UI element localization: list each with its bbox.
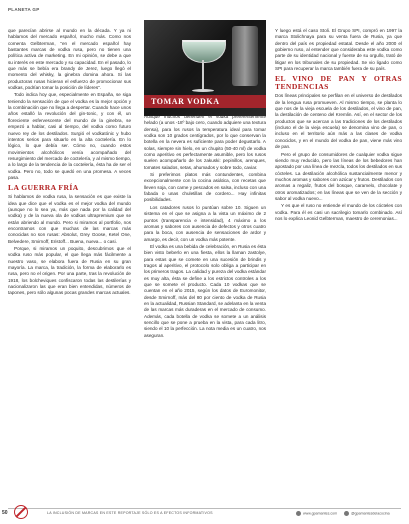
paragraph: Dos líneas principales se perfilan en el universo de destilados de la lengua rusa promueven. Al mismo tiempo, se planta lo que nos de la vieja escuela de los destilados, el vino de pan, la destilación de centeno del Kremlin. Así, en el sector de los productos que se acercan a las tradiciones de los destilados (incluso el de la vieja escuela) se denomina vino de pan, o incluso en el territorio aún más a las clases de vodka conocidos, y en el mundo del vodka de pan, viene más vino de pan. (275, 93, 402, 150)
photo-caption-title: TOMAR VODKA (144, 95, 266, 108)
martini-glass-stem (202, 60, 204, 90)
footer-disclaimer: LA INCLUSIÓN DE MARCAS EN ESTE REPORTAJE SÓLO ES A EFECTOS INFORMATIVOS (47, 511, 213, 515)
martini-glass-bowl (182, 40, 226, 63)
footer-divider (8, 508, 401, 509)
paragraph: Porque, si miramos un poquito, descubrimos que el vodka ruso más popular, el que llega más fácilmente a nuestro vaso, se elabora fuera de Rusia en su gran mayoría. La marca, la tradición, la forma de elaborarlo es rusa, pero no el origen. Por una parte, tras la revolución de 1918, los bolcheviques confiscaron todas las destilerías y nacionalizaron las que eran bien entendidas, números de tapones, pero sólo algunas pocas grandes marcas actuales. (8, 246, 131, 296)
twitter-icon (344, 511, 349, 516)
paragraph: Si preferimos platos más contundentes, combina excepcionalmente con la cocina asiática, con recetas que lleven soja, con carne y pescados en salsa, incluso con una fabada o unas chuletillas de cordero... Hay infinitas posibilidades. (144, 172, 266, 203)
footer-website-text: www.gpamantes.com (303, 511, 338, 516)
paragraph: Aunque muchos defienden el vodka preferentemente helado (a unos -18º bajo cero, cuando adquiere una textura densa), para los rusos la temperatura ideal para tomar vodka son 10 grados centígrados, por lo que conservan la botella en la nevera es suficiente para poder degustarlo. A solas, siempre sin hielo, en un chupito (50-40 ml) de vodka como aperitivo es perfectamente asumible, pero los rusos suelen acompañarlo de los zakuski: pepinillos, arenques, tomates salados, setas, ahumados y sobre todo, caviar. (144, 114, 266, 170)
paragraph: que parecían abrirse al mundo en la década. Y ya ni hablamos del mercado español, mucho más. Como nos comenta Gelbterman, "en el mercado español hay bastantes marcas de vodka rusa, pero no tienen una política activa de marketing. En mi opinión, se debe a que su interés en este mercado y su capacidad. En el pasado, lo que más se bebía era brandy de Jerez, luego llegó el momento del whisky, la ginebra domina ahora. Si las productoras rusas hicieran el esfuerzo de promocionar sus vodkas, podrían tomar la posición de líderes". (8, 28, 131, 91)
paragraph: Y es que el ruso no entiende el mundo de los cócteles con vodka. Para él es casi un sacrilegio tomarlo combinado. Así nos lo explica Leonid Gelbterman, maestro de ceremonias... (275, 203, 402, 221)
paragraph: Todo indica hoy que, especialmente en España, se siga teniendo la sensación de que el vodka es la mejor opción y la combinación que no llega a despertar. Cuando hace unos años estalló la revolución del gin-tonic, y con él, un floreciente esfervescente del mundo de la ginebra, se empezó a hablar, casi al tiempo, del vodka como futuro nuevo rey de los destilados. Surgió el vodkatónic y hubo intentos serios para situarlo en la alta coctelería. En lo lógico, lo que debía ser. Cómo no, cuando estos movimientos alcohólicos venía acompañado del resurgimiento del mercado de coctelería, y al mismo tiempo, a lo largo de la tendencia de la coctelería, ésta ha de ser el vodka. Pero no, todo se quedó en una promesa. A veces pasa. (8, 92, 131, 180)
paragraph: Los catadores rusos lo puntúan sobre 10. Siguen un sistema en el que se asigna a la vista un máximo de 2 puntos (transparencia e intensidad), 4 máximo a los aromas y sabores con ausencia de defectos y otros cuatro para la boca, con ausencia de sensaciones de ardor y amargo, es decir, con un vodka más potente. (144, 204, 266, 242)
footer-website-link[interactable] (296, 511, 337, 516)
martini-glass-base (192, 89, 214, 92)
section-heading-guerra-fria: LA GUERRA FRÍA (8, 183, 79, 193)
article-column-2 (144, 114, 266, 340)
paragraph: Si hablamos de vodka rusa, la sensación es que existe la idea que dice que el vodka es el mejor vodka del mundo (aunque no lo sea ya, más que nada por la calidad del vodka) y de la nueva ola de vodkas ultrapremium que se están abriendo al mundo. Pero si miramos al portfolio, nos encontramos con que muchas de las marcas más conocidas no son rusas: Absolut, Grey Goose, Ketel One, Belvedere, Smirnoff, Eristoff... Buena, nueva... o casi. (8, 194, 131, 244)
footer-twitter-text: @gpamantesdelacocina (351, 511, 390, 516)
paragraph: El vodka es una bebida de celebración, en Rusia es ésta bien visto beberlo en una fiesta, ellos la llaman zastolye, para estas que se comete en una sucesión de brindis y tragos al aperitivo, el protocolo solo obliga a participar en los primeros tragos. La calidad y pureza del vodka estándar es muy alta, ésta se define a los estrictos controles a los que se somete el producto. Cada 10 vodkas que se cuentan en el año 2015, según los datos de Euromonitor, desde Smirnoff, más del 80 por ciento de vodka de Rusia en la actualidad, Russian Standard, se adelanta en la venta de las marcas más duraderas en el mercado de consumo. Además, cada botella de vodka se somete a un análisis sencillo que se pone a prueba en la vista, para cada litro, siendo el 10 la perfección. La nota media es un cuatro, nos aseguran. (144, 243, 266, 338)
section-heading-vino-de-pan: EL VINO DE PAN Y OTRAS TENDENCIAS (275, 74, 402, 92)
no-sign-icon (14, 505, 28, 519)
article-column-3 (275, 28, 402, 223)
paragraph: Pero el grupo de consumidores de cualquier vodka sigue siendo muy reducido, pero las líneas de los bebedores han apostado por una línea de mezcla, todos los destilados en sus cócteles. La destilación alcohólica sustancialmente menor y muchos aromas y sabores con azúcar y frutos. Destilados con aromas a regaliz, frutos del bosque, caramelo, chocolate y otros aromatizados; en las líneas que se ven de la sección y sabor al vodka nuevo... (275, 151, 402, 201)
footer-twitter-link[interactable] (344, 511, 390, 516)
cocktail-shaker-shape (232, 26, 258, 86)
page-number: 50 (2, 510, 8, 516)
article-column-1 (8, 28, 131, 298)
globe-icon (296, 511, 301, 516)
paragraph: Y luego está el caso Stoli. El Grupo SPI, compró en 1997 la marca Stolichnaya para su venta fuera de Rusia, ya que dentro del país es propiedad estatal. Desde el año 2000 el gobierno ruso, al entender que consideraba este vodka como parte de su identidad nacional y fuente de su orgullo, trató de litigar en los tribunales de su propiedad. Se vio ligado como SPI para recuperar la marca también fuera de su país. (275, 28, 402, 72)
section-label: PLANETA GP (8, 7, 40, 12)
